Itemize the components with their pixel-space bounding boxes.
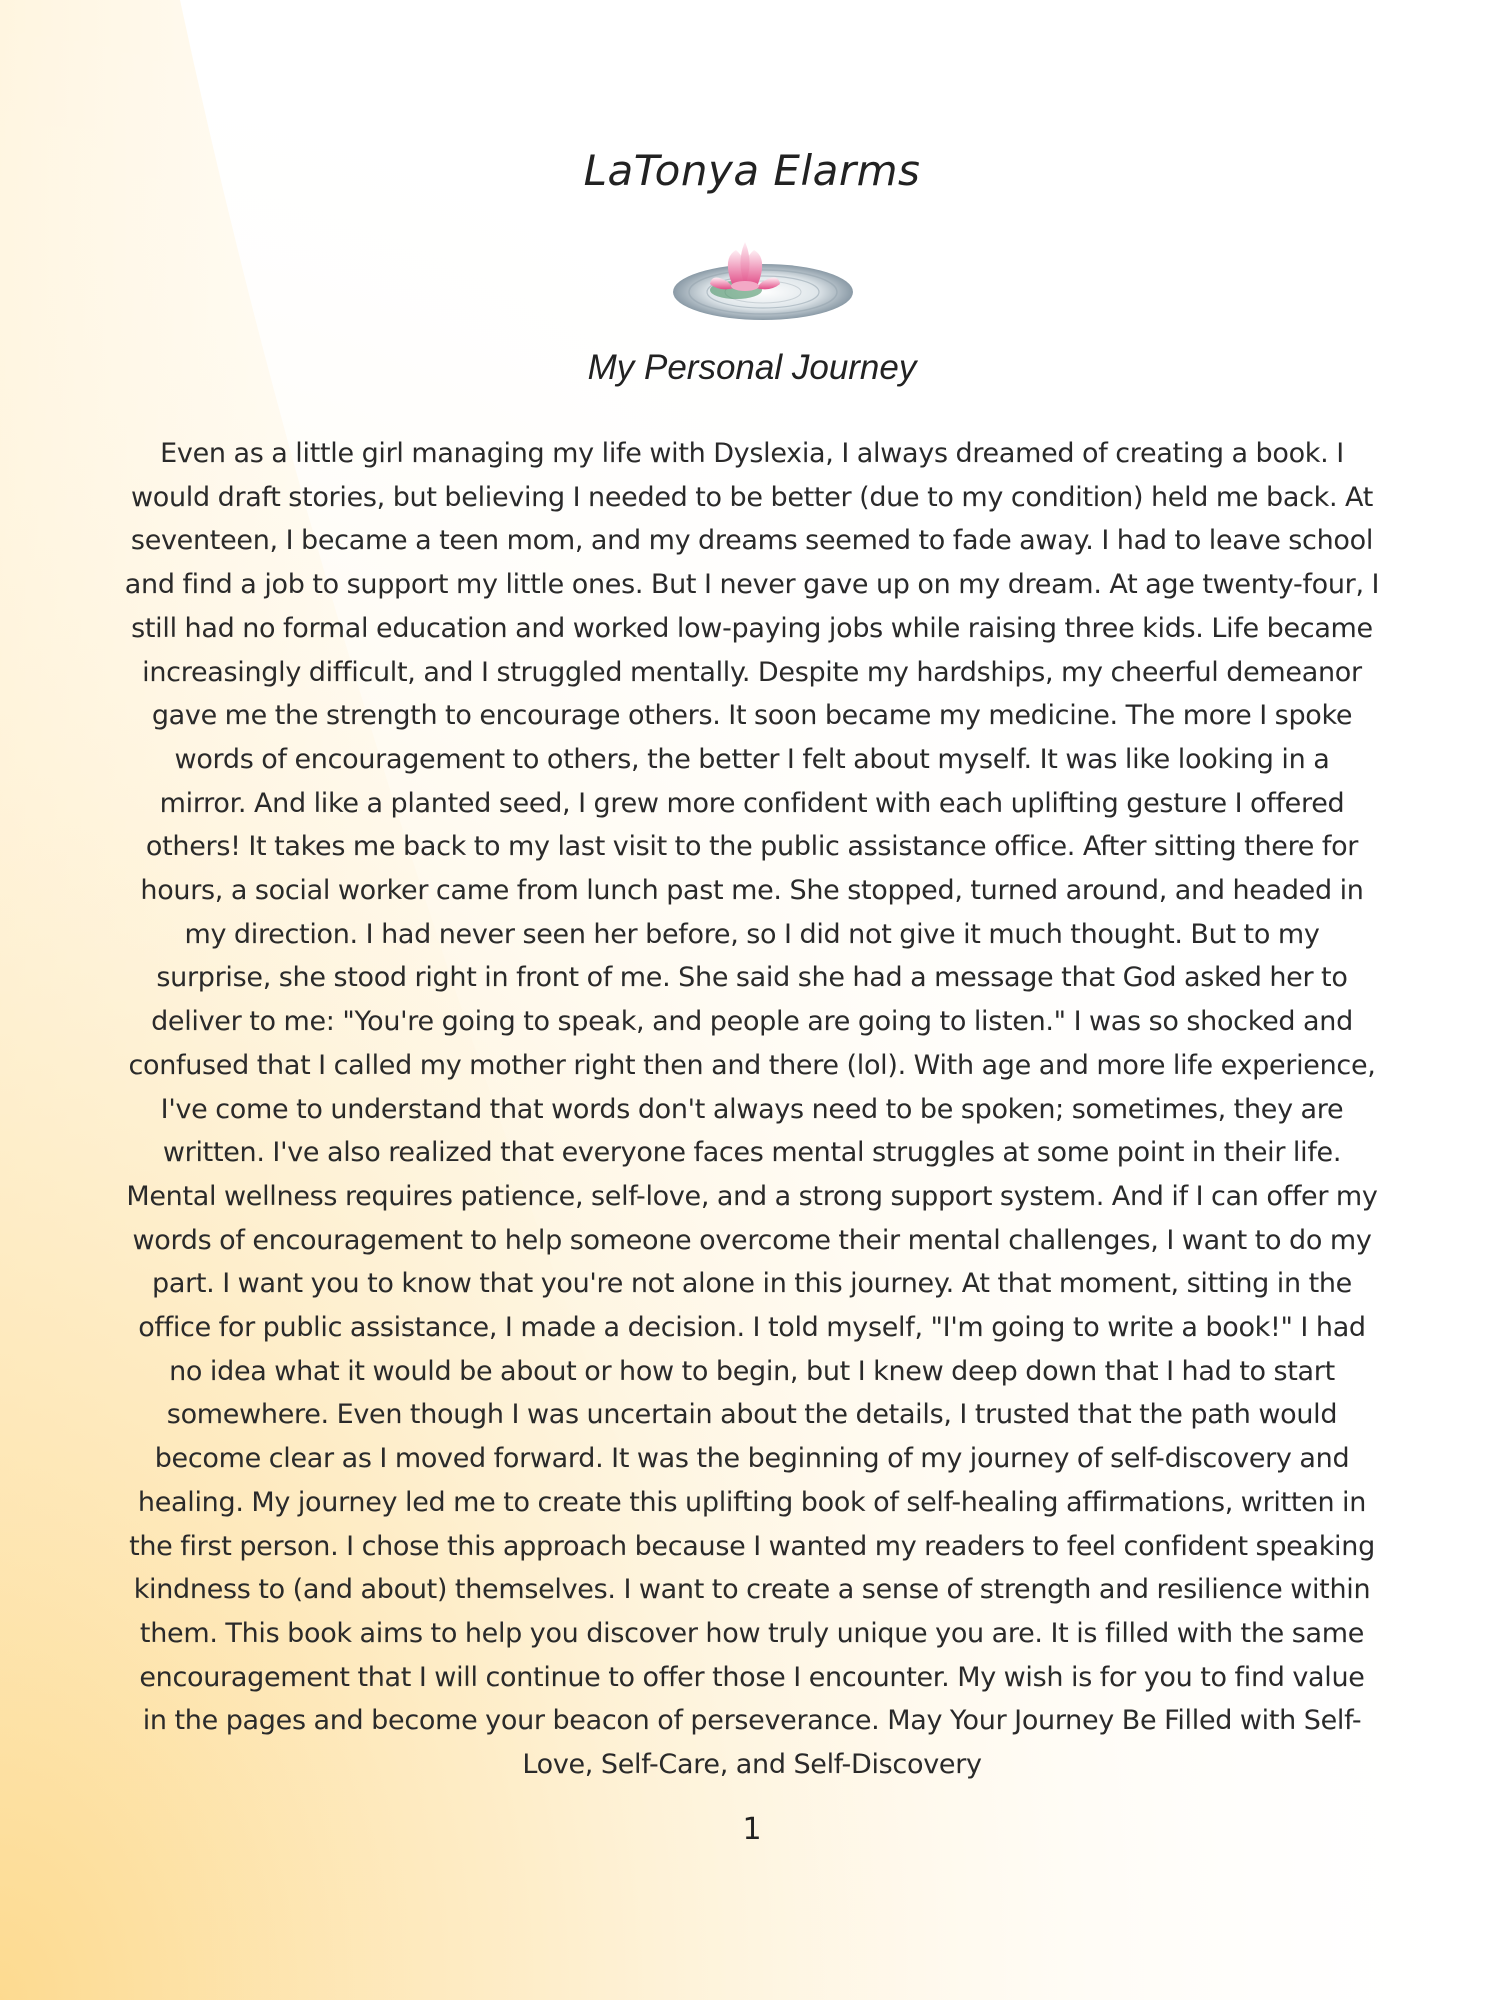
body-line: in the pages and become your beacon of perseverance. May Your Journey Be Filled with Self- xyxy=(142,1705,1362,1737)
body-line: office for public assistance, I made a decision. I told myself, "I'm going to write a book!" I had xyxy=(138,1312,1366,1344)
body-line: would draft stories, but believing I needed to be better (due to my condition) held me back. At xyxy=(130,481,1374,513)
body-line: seventeen, I became a teen mom, and my dreams seemed to fade away. I had to leave school xyxy=(130,525,1374,557)
body-line: increasingly difficult, and I struggled mentally. Despite my hardships, my cheerful demeanor xyxy=(142,656,1362,688)
body-line: confused that I called my mother right then and there (lol). With age and more life experience, xyxy=(128,1049,1376,1081)
body-line: become clear as I moved forward. It was the beginning of my journey of self-discovery and xyxy=(154,1443,1350,1475)
body-line: deliver to me: "You're going to speak, and people are going to listen." I was so shocked and xyxy=(151,1006,1353,1038)
body-line: encouragement that I will continue to offer those I encounter. My wish is for you to find value xyxy=(139,1661,1365,1693)
section-subtitle: My Personal Journey xyxy=(587,348,917,387)
body-line: my direction. I had never seen her before, so I did not give it much thought. But to my xyxy=(184,918,1320,950)
body-paragraph xyxy=(118,432,1386,1787)
body-line: kindness to (and about) themselves. I want to create a sense of strength and resilience within xyxy=(133,1574,1371,1606)
body-line: part. I want you to know that you're not alone in this journey. At that moment, sitting in the xyxy=(151,1268,1352,1300)
body-line: still had no formal education and worked low-paying jobs while raising three kids. Life became xyxy=(131,612,1373,644)
body-line: words of encouragement to help someone overcome their mental challenges, I want to do my xyxy=(132,1224,1372,1256)
body-line: gave me the strength to encourage others. It soon became my medicine. The more I spoke xyxy=(151,700,1353,732)
body-line: Mental wellness requires patience, self-love, and a strong support system. And if I can offer my xyxy=(126,1180,1378,1212)
page-number: 1 xyxy=(742,1812,762,1847)
body-line: them. This book aims to help you discover how truly unique you are. It is filled with the same xyxy=(139,1617,1365,1649)
body-line: hours, a social worker came from lunch past me. She stopped, turned around, and headed in xyxy=(140,875,1364,907)
body-line: healing. My journey led me to create this uplifting book of self-healing affirmations, written in xyxy=(137,1486,1367,1518)
body-line: no idea what it would be about or how to begin, but I knew deep down that I had to start xyxy=(169,1355,1335,1387)
lotus-on-water-icon xyxy=(670,232,856,328)
body-line: I've come to understand that words don't always need to be spoken; sometimes, they are xyxy=(160,1093,1344,1125)
body-line: others! It takes me back to my last visit to the public assistance office. After sitting there for xyxy=(145,831,1359,863)
body-line: Love, Self-Care, and Self-Discovery xyxy=(522,1749,982,1781)
body-line: somewhere. Even though I was uncertain about the details, I trusted that the path would xyxy=(166,1399,1338,1431)
author-name: LaTonya Elarms xyxy=(583,146,921,195)
body-line: words of encouragement to others, the better I felt about myself. It was like looking in a xyxy=(174,743,1330,775)
body-line: Even as a little girl managing my life with Dyslexia, I always dreamed of creating a book. I xyxy=(160,438,1344,469)
body-line: and find a job to support my little ones. But I never gave up on my dream. At age twenty-four, I xyxy=(124,569,1380,601)
body-line: written. I've also realized that everyone faces mental struggles at some point in their life. xyxy=(162,1137,1342,1169)
body-line: surprise, she stood right in front of me. She said she had a message that God asked her to xyxy=(156,962,1348,994)
body-line: the first person. I chose this approach because I wanted my readers to feel confident speaking xyxy=(129,1530,1375,1562)
body-line: mirror. And like a planted seed, I grew more confident with each uplifting gesture I offered xyxy=(159,787,1345,819)
